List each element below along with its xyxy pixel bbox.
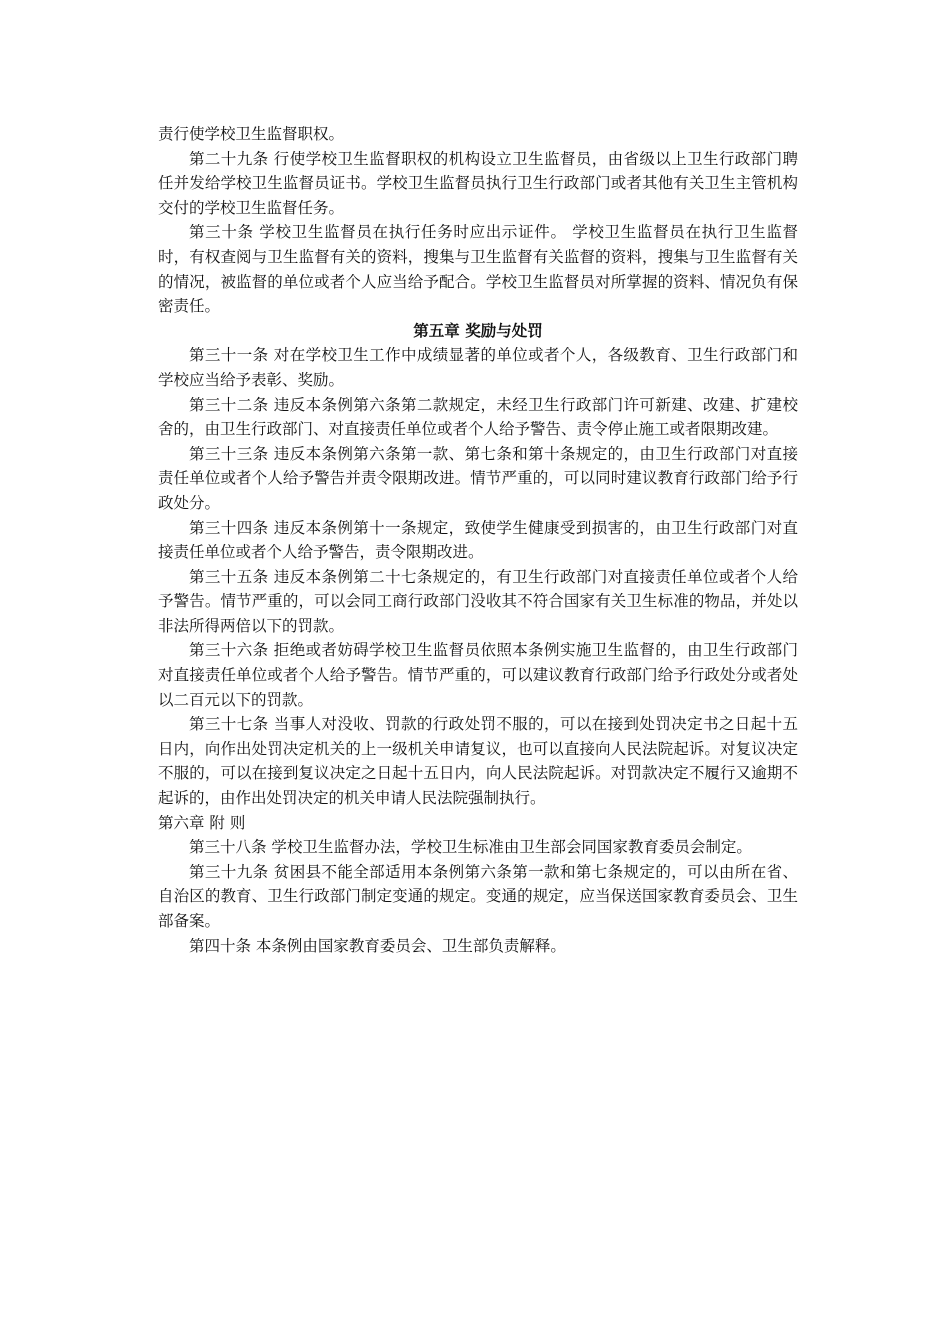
article-40: 第四十条 本条例由国家教育委员会、卫生部负责解释。 — [189, 936, 566, 955]
article-37: 第三十七条 当事人对没收、罚款的行政处罚不服的，可以在接到处罚决定书之日起十五日内，向作出处罚决定机关的上一级机关申请复议，也可以直接向人民法院起诉。对复议决定不服的，可以在接到复议决定之日起十五日内，向人民法院起诉。对罚款决定不履行又逾期不起诉的，由作出处罚决定的机关申请人民法院强制执行。 — [158, 715, 798, 808]
article-34: 第三十四条 违反本条例第十一条规定，致使学生健康受到损害的，由卫生行政部门对直接责任单位或者个人给予警告，责令限期改进。 — [158, 518, 798, 562]
article-30: 第三十条 学校卫生监督员在执行任务时应出示证件。 学校卫生监督员在执行卫生监督时，有权查阅与卫生监督有关的资料，搜集与卫生监督有关监督的资料，搜集与卫生监督有关的情况，被监督的单位或者个人应当给予配合。学校卫生监督员对所掌握的资料、情况负有保密责任。 — [158, 223, 798, 316]
article-31: 第三十一条 对在学校卫生工作中成绩显著的单位或者个人，各级教育、卫生行政部门和学校应当给予表彰、奖励。 — [158, 346, 798, 389]
article-32: 第三十二条 违反本条例第六条第二款规定，未经卫生行政部门许可新建、改建、扩建校舍的，由卫生行政部门、对直接责任单位或者个人给予警告、责令停止施工或者限期改建。 — [158, 395, 798, 439]
chapter-5-title: 第五章 奖励与处罚 — [413, 320, 543, 340]
article-29: 第二十九条 行使学校卫生监督职权的机构设立卫生监督员，由省级以上卫生行政部门聘任并发给学校卫生监督员证书。学校卫生监督员执行卫生行政部门或者其他有关卫生主管机构交付的学校卫生监督任务。 — [158, 149, 798, 217]
article-38: 第三十八条 学校卫生监督办法，学校卫生标准由卫生部会同国家教育委员会制定。 — [189, 838, 752, 857]
article-33: 第三十三条 违反本条例第六条第一款、第七条和第十条规定的，由卫生行政部门对直接责任单位或者个人给予警告并责令限期改进。情节严重的，可以同时建议教育行政部门给予行政处分。 — [158, 444, 798, 512]
article-36: 第三十六条 拒绝或者妨碍学校卫生监督员依照本条例实施卫生监督的，由卫生行政部门对直接责任单位或者个人给予警告。情节严重的，可以建议教育行政部门给予行政处分或者处以二百元以下的罚款。 — [158, 641, 798, 709]
article-39: 第三十九条 贫困县不能全部适用本条例第六条第一款和第七条规定的，可以由所在省、自治区的教育、卫生行政部门制定变通的规定。变通的规定，应当保送国家教育委员会、卫生部备案。 — [158, 862, 798, 930]
article-35: 第三十五条 违反本条例第二十七条规定的，有卫生行政部门对直接责任单位或者个人给予警告。情节严重的，可以会同工商行政部门没收其不符合国家有关卫生标准的物品，并处以非法所得两倍以下的罚款。 — [158, 567, 798, 635]
chapter-6-title: 第六章 附 则 — [158, 813, 246, 832]
document-body — [158, 122, 798, 958]
paragraph-continuation: 责行使学校卫生监督职权。 — [158, 125, 345, 143]
